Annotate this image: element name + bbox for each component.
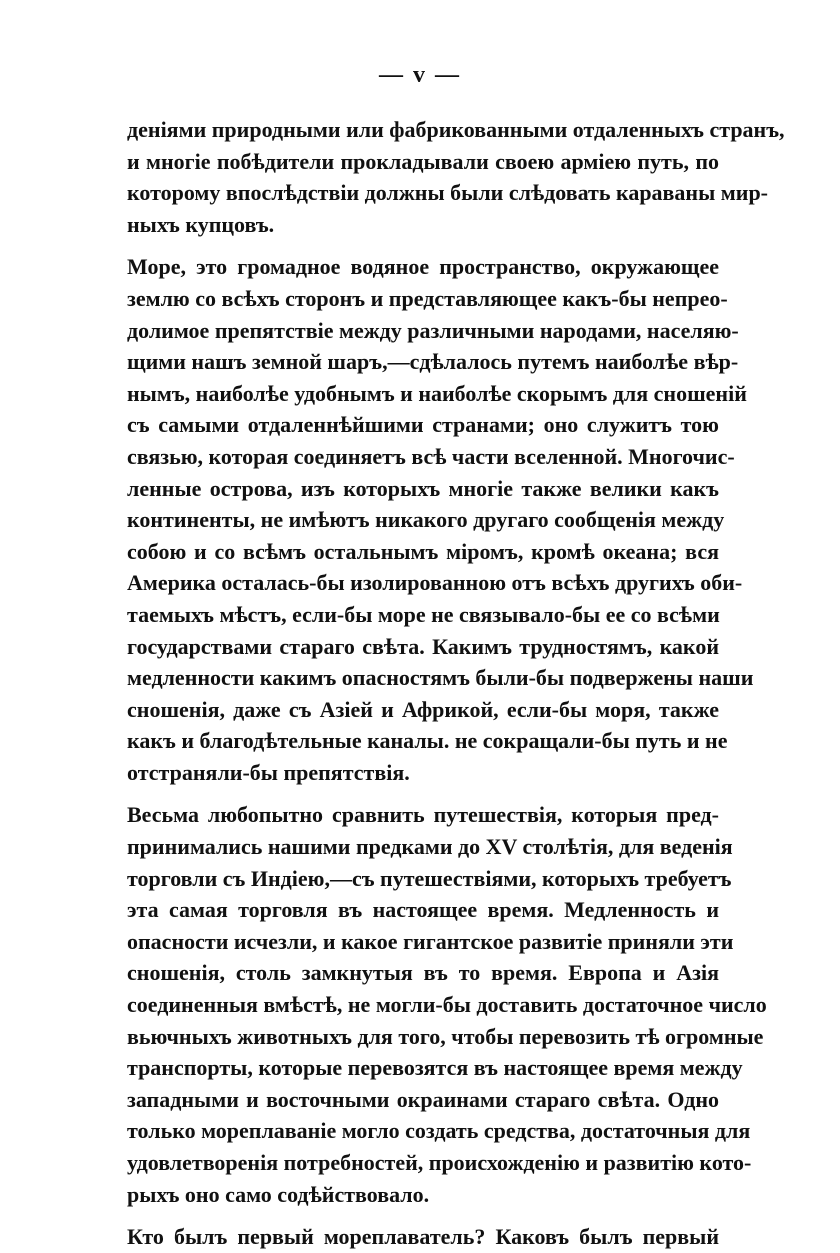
text-line: таемыхъ мѣстъ, если-бы море не связывало-бы ее со всѣми xyxy=(127,601,720,627)
text-line: и многіе побѣдители прокладывали своею арміею путь, по xyxy=(127,148,719,174)
text-line: связью, которая соединяетъ всѣ части вселенной. Многочис- xyxy=(127,443,735,469)
text-line: собою и со всѣмъ остальнымъ міромъ, кромѣ океана; вся xyxy=(127,538,719,564)
text-line: западными и восточными окраинами стараго свѣта. Одно xyxy=(127,1086,719,1112)
text-line: эта самая торговля въ настоящее время. Медленность и xyxy=(127,897,719,923)
text-line: съ самыми отдаленнѣйшими странами; оно служитъ тою xyxy=(127,412,719,438)
text-line: сношенія, даже съ Азіей и Африкой, если-бы моря, также xyxy=(127,696,719,722)
text-line: землю со всѣхъ сторонъ и представляющее какъ-бы непрео- xyxy=(127,285,728,311)
text-line: Весьма любопытно сравнить путешествія, которыя пред- xyxy=(127,802,719,828)
text-line: рыхъ оно само содѣйствовало. xyxy=(127,1181,430,1207)
text-line: принимались нашими предками до XV столѣтія, для веденія xyxy=(127,834,733,860)
text-line: Кто былъ первый мореплаватель? Каковъ былъ первый xyxy=(127,1224,719,1250)
page-number-header: — v — xyxy=(379,62,461,88)
text-line: какъ и благодѣтельные каналы. не сокращали-бы путь и не xyxy=(127,728,728,754)
paragraph xyxy=(127,799,767,1210)
text-line: транспорты, которые перевозятся въ настоящее время между xyxy=(127,1055,743,1081)
text-line: только мореплаваніе могло создать средства, достаточныя для xyxy=(127,1118,751,1144)
text-line: континенты, не имѣютъ никакого другаго сообщенія между xyxy=(127,507,725,533)
text-line: долимое препятствіе между различными народами, населяю- xyxy=(127,317,739,343)
text-line: Америка осталась-бы изолированною отъ всѣхъ другихъ оби- xyxy=(127,570,743,596)
text-line: вьючныхъ животныхъ для того, чтобы перевозить тѣ огромные xyxy=(127,1023,764,1049)
paragraph xyxy=(127,114,785,240)
text-line: сношенія, столь замкнутыя въ то время. Европа и Азія xyxy=(127,960,719,986)
text-line: щими нашъ земной шаръ,—сдѣлалось путемъ наиболѣе вѣр- xyxy=(127,349,739,375)
text-line: медленности какимъ опасностямъ были-бы подвержены наши xyxy=(127,665,754,691)
text-line: соединенныя вмѣстѣ, не могли-бы доставить достаточное число xyxy=(127,992,767,1018)
text-line: ленные острова, изъ которыхъ многіе также велики какъ xyxy=(127,475,719,501)
text-line: деніями природными или фабрикованными отдаленныхъ странъ, xyxy=(127,117,785,142)
text-line: отстраняли-бы препятствія. xyxy=(127,759,410,785)
text-line: Море, это громадное водяное пространство, окружающее xyxy=(127,254,719,280)
text-line: удовлетворенія потребностей, происхожденію и развитію кото- xyxy=(127,1150,752,1175)
text-line: опасности исчезли, и какое гигантское развитіе приняли эти xyxy=(127,928,734,954)
page-body-text xyxy=(127,114,785,1253)
paragraph xyxy=(127,1221,719,1253)
text-line: которому впослѣдствіи должны были слѣдовать караваны мир- xyxy=(127,180,769,206)
paragraph xyxy=(127,251,754,788)
text-line: государствами стараго свѣта. Какимъ трудностямъ, какой xyxy=(127,633,719,659)
text-line: ныхъ купцовъ. xyxy=(127,211,275,237)
text-line: нымъ, наиболѣе удобнымъ и наиболѣе скорымъ для сношеній xyxy=(127,380,747,406)
text-line: торговли съ Индіею,—съ путешествіями, которыхъ требуетъ xyxy=(127,865,732,891)
